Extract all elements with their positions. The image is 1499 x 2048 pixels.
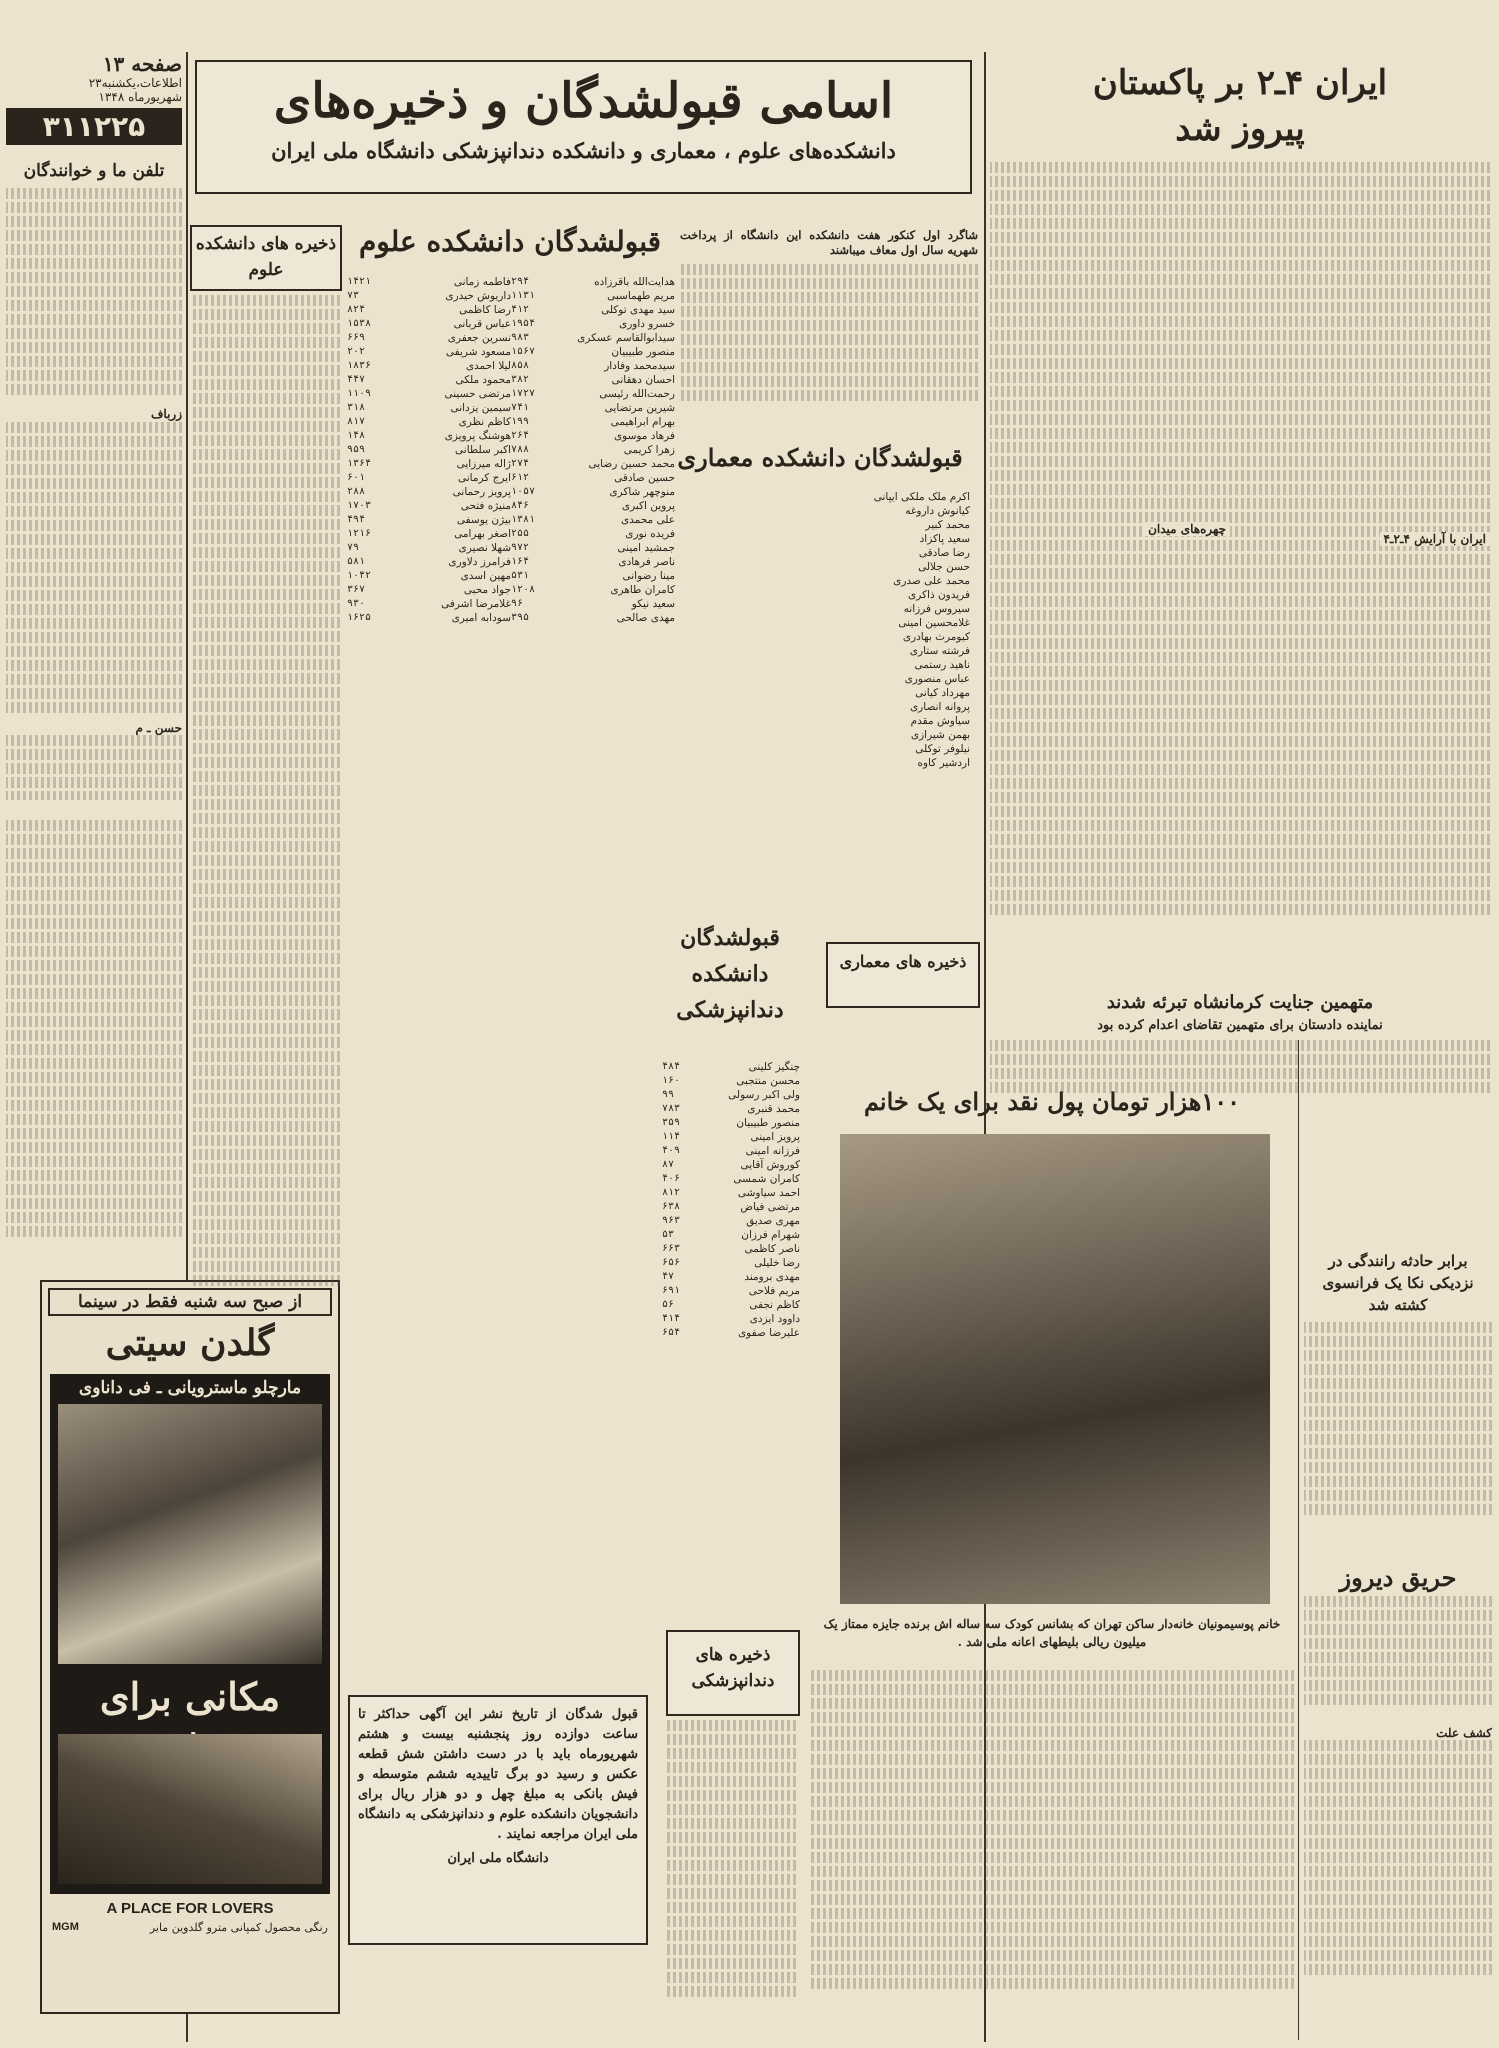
science-name: سیمین یزدانی xyxy=(450,402,511,414)
dental-reserve-list xyxy=(666,1720,796,2020)
science-score: ۸۵۸ xyxy=(511,360,530,371)
sports-story xyxy=(990,60,1490,990)
reserve-list-left xyxy=(6,820,182,1250)
dental-name: پرویز امینی xyxy=(750,1131,800,1143)
science-name: شیرین مرتضایی xyxy=(604,402,675,414)
lottery-winner-photo xyxy=(840,1134,1270,1604)
science-name: هوشنگ پرویزی xyxy=(444,430,511,442)
science-name: هدایت‌الله باقرزاده xyxy=(594,276,675,288)
architecture-name: سیروس فرزانه xyxy=(903,603,970,615)
science-name: کامران طاهری xyxy=(610,584,675,596)
science-score: ۷۸۸ xyxy=(511,444,530,455)
science-score: ۹۳۰ xyxy=(347,598,366,609)
dental-name: محمد قنبری xyxy=(747,1103,800,1115)
science-score: ۲۰۲ xyxy=(347,346,366,357)
science-score: ۷۹ xyxy=(347,542,360,553)
science-score: ۳۸۲ xyxy=(511,374,530,385)
science-name: فرهاد موسوی xyxy=(613,430,675,442)
science-score: ۸۴۶ xyxy=(511,500,530,511)
architecture-name: ناهید رستمی xyxy=(914,659,970,671)
dental-score: ۳۵۹ xyxy=(662,1117,681,1128)
architecture-name: بهمن شیرازی xyxy=(910,729,970,741)
science-name: اصغر بهرامی xyxy=(454,528,511,540)
dental-name: منصور طبیبیان xyxy=(736,1117,800,1129)
page-label: صفحه ۱۳ xyxy=(102,52,182,76)
science-score: ۲۸۸ xyxy=(347,486,366,497)
letters-sub1: زرباف xyxy=(150,407,182,421)
letters-column xyxy=(6,160,182,800)
notice-signature: دانشگاه ملی ایران xyxy=(447,1851,549,1866)
science-name: محمد حسین رضایی xyxy=(588,458,675,470)
architecture-name: کیانوش داروغه xyxy=(905,505,970,517)
science-score: ۳۱۸ xyxy=(347,402,366,413)
architecture-name: محمد علی صدری xyxy=(893,575,970,587)
intro-text: شاگرد اول کنکور هفت دانشکده این دانشگاه از پرداخت شهریه سال اول معاف میباشند xyxy=(680,228,978,257)
science-score: ۱۴۲۱ xyxy=(347,276,372,287)
dental-score: ۸۱۲ xyxy=(662,1187,681,1198)
dental-score: ۶۳۸ xyxy=(662,1201,681,1212)
lottery-title: ۱۰۰هزار تومان پول نقد برای یک خانم xyxy=(863,1087,1241,1116)
dental-score: ۶۹۱ xyxy=(662,1285,681,1296)
dental-score: ۵۶ xyxy=(662,1299,675,1310)
architecture-name: پروانه انصاری xyxy=(909,701,970,713)
main-banner xyxy=(195,60,972,194)
science-name: فرامرز دلاوری xyxy=(448,556,511,568)
science-name: پروین اکبری xyxy=(621,500,675,512)
science-name: فریده نوری xyxy=(625,528,675,540)
dental-name: داوود ایزدی xyxy=(749,1313,800,1325)
dental-name: چنگیز کلینی xyxy=(748,1061,800,1073)
dental-name: مهری صدیق xyxy=(746,1215,800,1227)
dental-name: شهرام فرزان xyxy=(741,1229,800,1241)
sports-subhead-2: چهره‌های میدان xyxy=(1144,522,1230,536)
science-name: لیلا احمدی xyxy=(465,360,511,372)
architecture-name: اکرم ملک ملکی ایپانی xyxy=(873,491,970,503)
sports-subhead-1: ایران با آرایش ۴ـ۲ـ۴ xyxy=(1380,532,1490,546)
dental-name: احمد سیاوشی xyxy=(737,1187,800,1199)
dental-score: ۴۷ xyxy=(662,1271,675,1282)
science-name: مینا رضوانی xyxy=(622,570,675,582)
science-name: داریوش حیدری xyxy=(445,290,511,302)
science-score: ۷۴۱ xyxy=(511,402,530,413)
dental-score: ۹۹ xyxy=(662,1089,675,1100)
science-score: ۱۲۱۶ xyxy=(347,528,372,539)
cinema-stars: مارچلو ماسترویانی ـ فی داناوی xyxy=(78,1378,302,1398)
dental-name: رضا خلیلی xyxy=(754,1257,800,1269)
architecture-name: عباس منصوری xyxy=(904,673,970,685)
science-reserve-box xyxy=(190,225,342,291)
architecture-name: محمد کبیر xyxy=(925,519,970,531)
intro-block xyxy=(680,228,978,428)
science-name: مرتضی حسینی xyxy=(444,388,511,400)
architecture-list xyxy=(690,490,970,910)
science-name: اکبر سلطانی xyxy=(455,444,511,456)
science-reserve-list xyxy=(190,295,340,1595)
dental-score: ۶۶۳ xyxy=(662,1243,681,1254)
architecture-name: رضا صادقی xyxy=(918,547,970,559)
dental-name: علیرضا صفوی xyxy=(737,1327,800,1339)
science-name: ایرج کرمانی xyxy=(457,472,511,484)
science-name: سیدمحمد وفادار xyxy=(604,360,675,372)
dental-score: ۸۷ xyxy=(662,1159,675,1170)
science-score: ۹۵۹ xyxy=(347,444,366,455)
crime-subtitle: نماینده دادستان برای متهمین تقاضای اعدام کرده بود xyxy=(1097,1018,1383,1033)
dental-score: ۴۰۹ xyxy=(662,1145,681,1156)
registration-notice xyxy=(348,1695,648,1945)
science-score: ۸۱۷ xyxy=(347,416,366,427)
science-score: ۲۹۴ xyxy=(511,276,530,287)
dental-reserve-box xyxy=(666,1630,800,1716)
science-name: مهین اسدی xyxy=(460,570,511,582)
architecture-name: اردشیر کاوه xyxy=(917,757,970,769)
architecture-name: سعید پاکزاد xyxy=(919,533,970,545)
science-score: ۱۸۳۶ xyxy=(347,360,372,371)
science-name: غلامرضا اشرفی xyxy=(441,598,511,610)
science-name: احسان دهقانی xyxy=(611,374,675,386)
dental-name: کاظم نجفی xyxy=(749,1299,800,1311)
science-name: مهدی صالحی xyxy=(616,612,675,624)
dental-name: کوروش آقایی xyxy=(740,1159,800,1171)
science-name: خسرو داوری xyxy=(618,318,675,330)
science-score: ۱۳۶۴ xyxy=(347,458,372,469)
science-score: ۷۳ xyxy=(347,290,360,301)
letters-title: تلفن ما و خوانندگان xyxy=(23,161,165,181)
architecture-name: حسن جلالی xyxy=(918,561,970,573)
dental-score: ۶۵۶ xyxy=(662,1257,681,1268)
science-score: ۶۱۲ xyxy=(511,472,530,483)
science-score: ۱۶۴ xyxy=(511,556,530,567)
science-score: ۳۶۷ xyxy=(347,584,366,595)
film-footer: رنگی محصول کمپانی مترو گلدوین مایر xyxy=(149,1921,328,1934)
science-score: ۲۷۴ xyxy=(511,458,530,469)
lottery-caption: خانم پوسیمونیان خانه‌دار ساکن تهران که بشانس کودک سه ساله اش برنده جایزه ممتاز یک میلیون ریالی بلیطهای اعانه ملی شد . xyxy=(823,1617,1281,1649)
fire-subhead: کشف علت xyxy=(1436,1726,1492,1740)
science-score: ۸۲۴ xyxy=(347,304,366,315)
dental-accepted-title: قبولشدگان دانشکده دندانپزشکی xyxy=(676,925,784,1023)
science-name: علی محمدی xyxy=(620,514,675,526)
banner-subtitle: دانشکده‌های علوم ، معماری و دانشکده دندانپزشکی دانشگاه ملی ایران xyxy=(271,138,896,163)
science-score: ۱۱۰۹ xyxy=(347,388,372,399)
science-score: ۶۶۹ xyxy=(347,332,366,343)
crime-title: متهمین جنایت کرمانشاه تبرئه شدند xyxy=(1106,992,1374,1013)
masthead-block xyxy=(6,52,182,162)
science-list xyxy=(345,275,675,1575)
dental-score: ۱۶۰ xyxy=(662,1075,681,1086)
science-name: بیژن یوسفی xyxy=(456,514,511,526)
film-title: مکانی برای xyxy=(99,1674,281,1719)
architecture-reserve-title: ذخیره های معماری xyxy=(839,952,967,971)
dental-score: ۶۵۴ xyxy=(662,1327,681,1338)
science-score: ۳۹۵ xyxy=(511,612,530,623)
dental-score: ۴۸۴ xyxy=(662,1061,681,1072)
science-name: ژاله میرزایی xyxy=(456,458,511,470)
science-score: ۴۴۷ xyxy=(347,374,366,385)
film-still-image xyxy=(58,1734,322,1884)
science-score: ۱۱۳۱ xyxy=(511,290,536,301)
science-name: مسعود شریفی xyxy=(445,346,511,358)
dental-score: ۵۳ xyxy=(662,1229,675,1240)
science-name: بهرام ابراهیمی xyxy=(610,416,675,428)
science-name: منیژه فتحی xyxy=(460,500,511,512)
science-score: ۱۵۳۸ xyxy=(347,318,372,329)
sports-title-2: پیروز شد xyxy=(1175,109,1305,149)
architecture-name: کیومرث بهادری xyxy=(902,631,970,643)
science-name: جمشید امینی xyxy=(617,542,675,554)
architecture-reserve-box xyxy=(826,942,980,1008)
dental-name: مریم فلاحی xyxy=(748,1285,800,1297)
science-name: جواد محبی xyxy=(463,584,511,596)
dental-name: ناصر کاظمی xyxy=(744,1243,800,1255)
dental-name: ولی اکبر رسولی xyxy=(728,1089,800,1101)
science-reserve-title: ذخیره های دانشکده علوم xyxy=(195,234,337,280)
issue-number: ۳۱۱۲۲۵ xyxy=(6,108,182,145)
science-name: نسرین جعفری xyxy=(447,332,511,344)
science-name: مریم طهماسبی xyxy=(607,290,675,302)
cinema-name: گلدن سیتی xyxy=(105,1322,275,1364)
dental-name: محسن منتجبی xyxy=(736,1075,800,1087)
dental-score: ۹۶۳ xyxy=(662,1215,681,1226)
cinema-header: از صبح سه شنبه فقط در سینما xyxy=(48,1288,332,1316)
science-name: فاطمه زمانی xyxy=(453,276,511,288)
science-score: ۱۷۰۳ xyxy=(347,500,372,511)
science-score: ۱۰۴۲ xyxy=(347,570,372,581)
dental-name: فرزانه امینی xyxy=(745,1145,800,1157)
science-name: رحمت‌الله رئیسی xyxy=(599,388,675,400)
science-score: ۱۶۲۵ xyxy=(347,612,372,623)
science-name: سودابه امیری xyxy=(451,612,511,624)
science-score: ۱۷۲۷ xyxy=(511,388,536,399)
fire-story xyxy=(1304,1560,1492,2020)
science-name: زهرا کریمی xyxy=(623,444,675,456)
science-score: ۵۳۱ xyxy=(511,570,530,581)
science-score: ۱۹۵۴ xyxy=(511,318,536,329)
science-name: شهلا نصیری xyxy=(458,542,511,554)
science-name: کاظم نظری xyxy=(458,416,511,428)
dental-name: کامران شمسی xyxy=(733,1173,800,1185)
architecture-name: مهرداد کیانی xyxy=(915,687,970,699)
architecture-name: فریدون ذاکری xyxy=(908,589,970,601)
science-name: منصور طبیبیان xyxy=(611,346,675,358)
science-score: ۱۲۰۸ xyxy=(511,584,536,595)
science-name: سعید نیکو xyxy=(631,598,675,610)
science-score: ۹۷۲ xyxy=(511,542,530,553)
science-name: سیدابوالقاسم عسکری xyxy=(577,332,675,344)
dental-score: ۴۱۴ xyxy=(662,1313,681,1324)
banner-title: اسامی قبولشدگان و ذخیره‌های xyxy=(273,73,894,129)
dental-reserve-title: ذخیره های دندانپزشکی xyxy=(691,1645,775,1691)
science-score: ۹۸۳ xyxy=(511,332,530,343)
science-score: ۴۱۲ xyxy=(511,304,530,315)
accident-title: برابر حادثه رانندگی در نزدیکی نکا یک فرانسوی کشته شد xyxy=(1322,1252,1474,1314)
science-score: ۱۵۶۷ xyxy=(511,346,536,357)
science-accepted-title: قبولشدگان دانشکده علوم xyxy=(358,225,662,258)
notice-text: قبول شدگان از تاریخ نشر این آگهی حداکثر تا ساعت دوازده روز پنجشنبه بیست و هشتم شهریورماه باید با در دست داشتن شش قطعه عکس و رسید دو برگ تاییدیه ششم متوسطه و فیش بانکی به مبلغ چهل و دو هزار ریال برای دانشجویان دانشکده علوم و دندانپزشکی به دانشگاه ملی ایران مراجعه نمایند . xyxy=(358,1707,638,1842)
science-score: ۶۰۱ xyxy=(347,472,366,483)
letters-sub2: حسن ـ م xyxy=(135,720,182,735)
studio-logo: MGM xyxy=(52,1921,79,1933)
fire-title: حریق دیروز xyxy=(1339,1563,1457,1592)
architecture-name: فرشته ستاری xyxy=(909,645,970,657)
science-name: رضا کاظمی xyxy=(459,304,511,316)
accident-story xyxy=(1304,1250,1492,1530)
science-score: ۹۶ xyxy=(511,598,524,609)
science-name: منوچهر شاکری xyxy=(609,486,675,498)
lottery-story xyxy=(810,1080,1294,2020)
science-score: ۱۹۹ xyxy=(511,416,530,427)
architecture-accepted-title: قبولشدگان دانشکده معماری xyxy=(677,443,963,472)
dental-score: ۱۱۴ xyxy=(662,1131,681,1142)
architecture-name: نیلوفر توکلی xyxy=(915,743,970,755)
science-score: ۲۶۴ xyxy=(511,430,530,441)
science-name: حسین صادقی xyxy=(614,472,675,484)
science-score: ۱۳۸۱ xyxy=(511,514,536,525)
science-name: ناصر فرهادی xyxy=(618,556,675,568)
science-name: عباس قربانی xyxy=(453,318,511,330)
architecture-name: سیاوش مقدم xyxy=(910,715,970,727)
architecture-name: غلامحسین امینی xyxy=(898,617,970,629)
science-score: ۱۴۸ xyxy=(347,430,366,441)
science-name: پرویز رحمانی xyxy=(452,486,511,498)
science-score: ۴۹۴ xyxy=(347,514,366,525)
dental-score: ۴۰۶ xyxy=(662,1173,681,1184)
science-name: محمود ملکی xyxy=(455,374,511,386)
science-name: سید مهدی توکلی xyxy=(601,304,675,316)
science-score: ۱۰۵۷ xyxy=(511,486,536,497)
issue-line: اطلاعات،یکشنبه۲۳ xyxy=(88,76,182,90)
dental-score: ۷۸۳ xyxy=(662,1103,681,1114)
science-score: ۲۵۵ xyxy=(511,528,530,539)
film-english-title: A PLACE FOR LOVERS xyxy=(106,1900,274,1917)
science-score: ۵۸۱ xyxy=(347,556,366,567)
date-line: شهریورماه ۱۳۴۸ xyxy=(98,90,182,104)
dental-name: مهدی برومند xyxy=(744,1271,800,1283)
sports-title-1: ایران ۴ـ۲ بر پاکستان xyxy=(1092,63,1388,103)
dental-name: مرتضی فیاض xyxy=(740,1201,800,1213)
